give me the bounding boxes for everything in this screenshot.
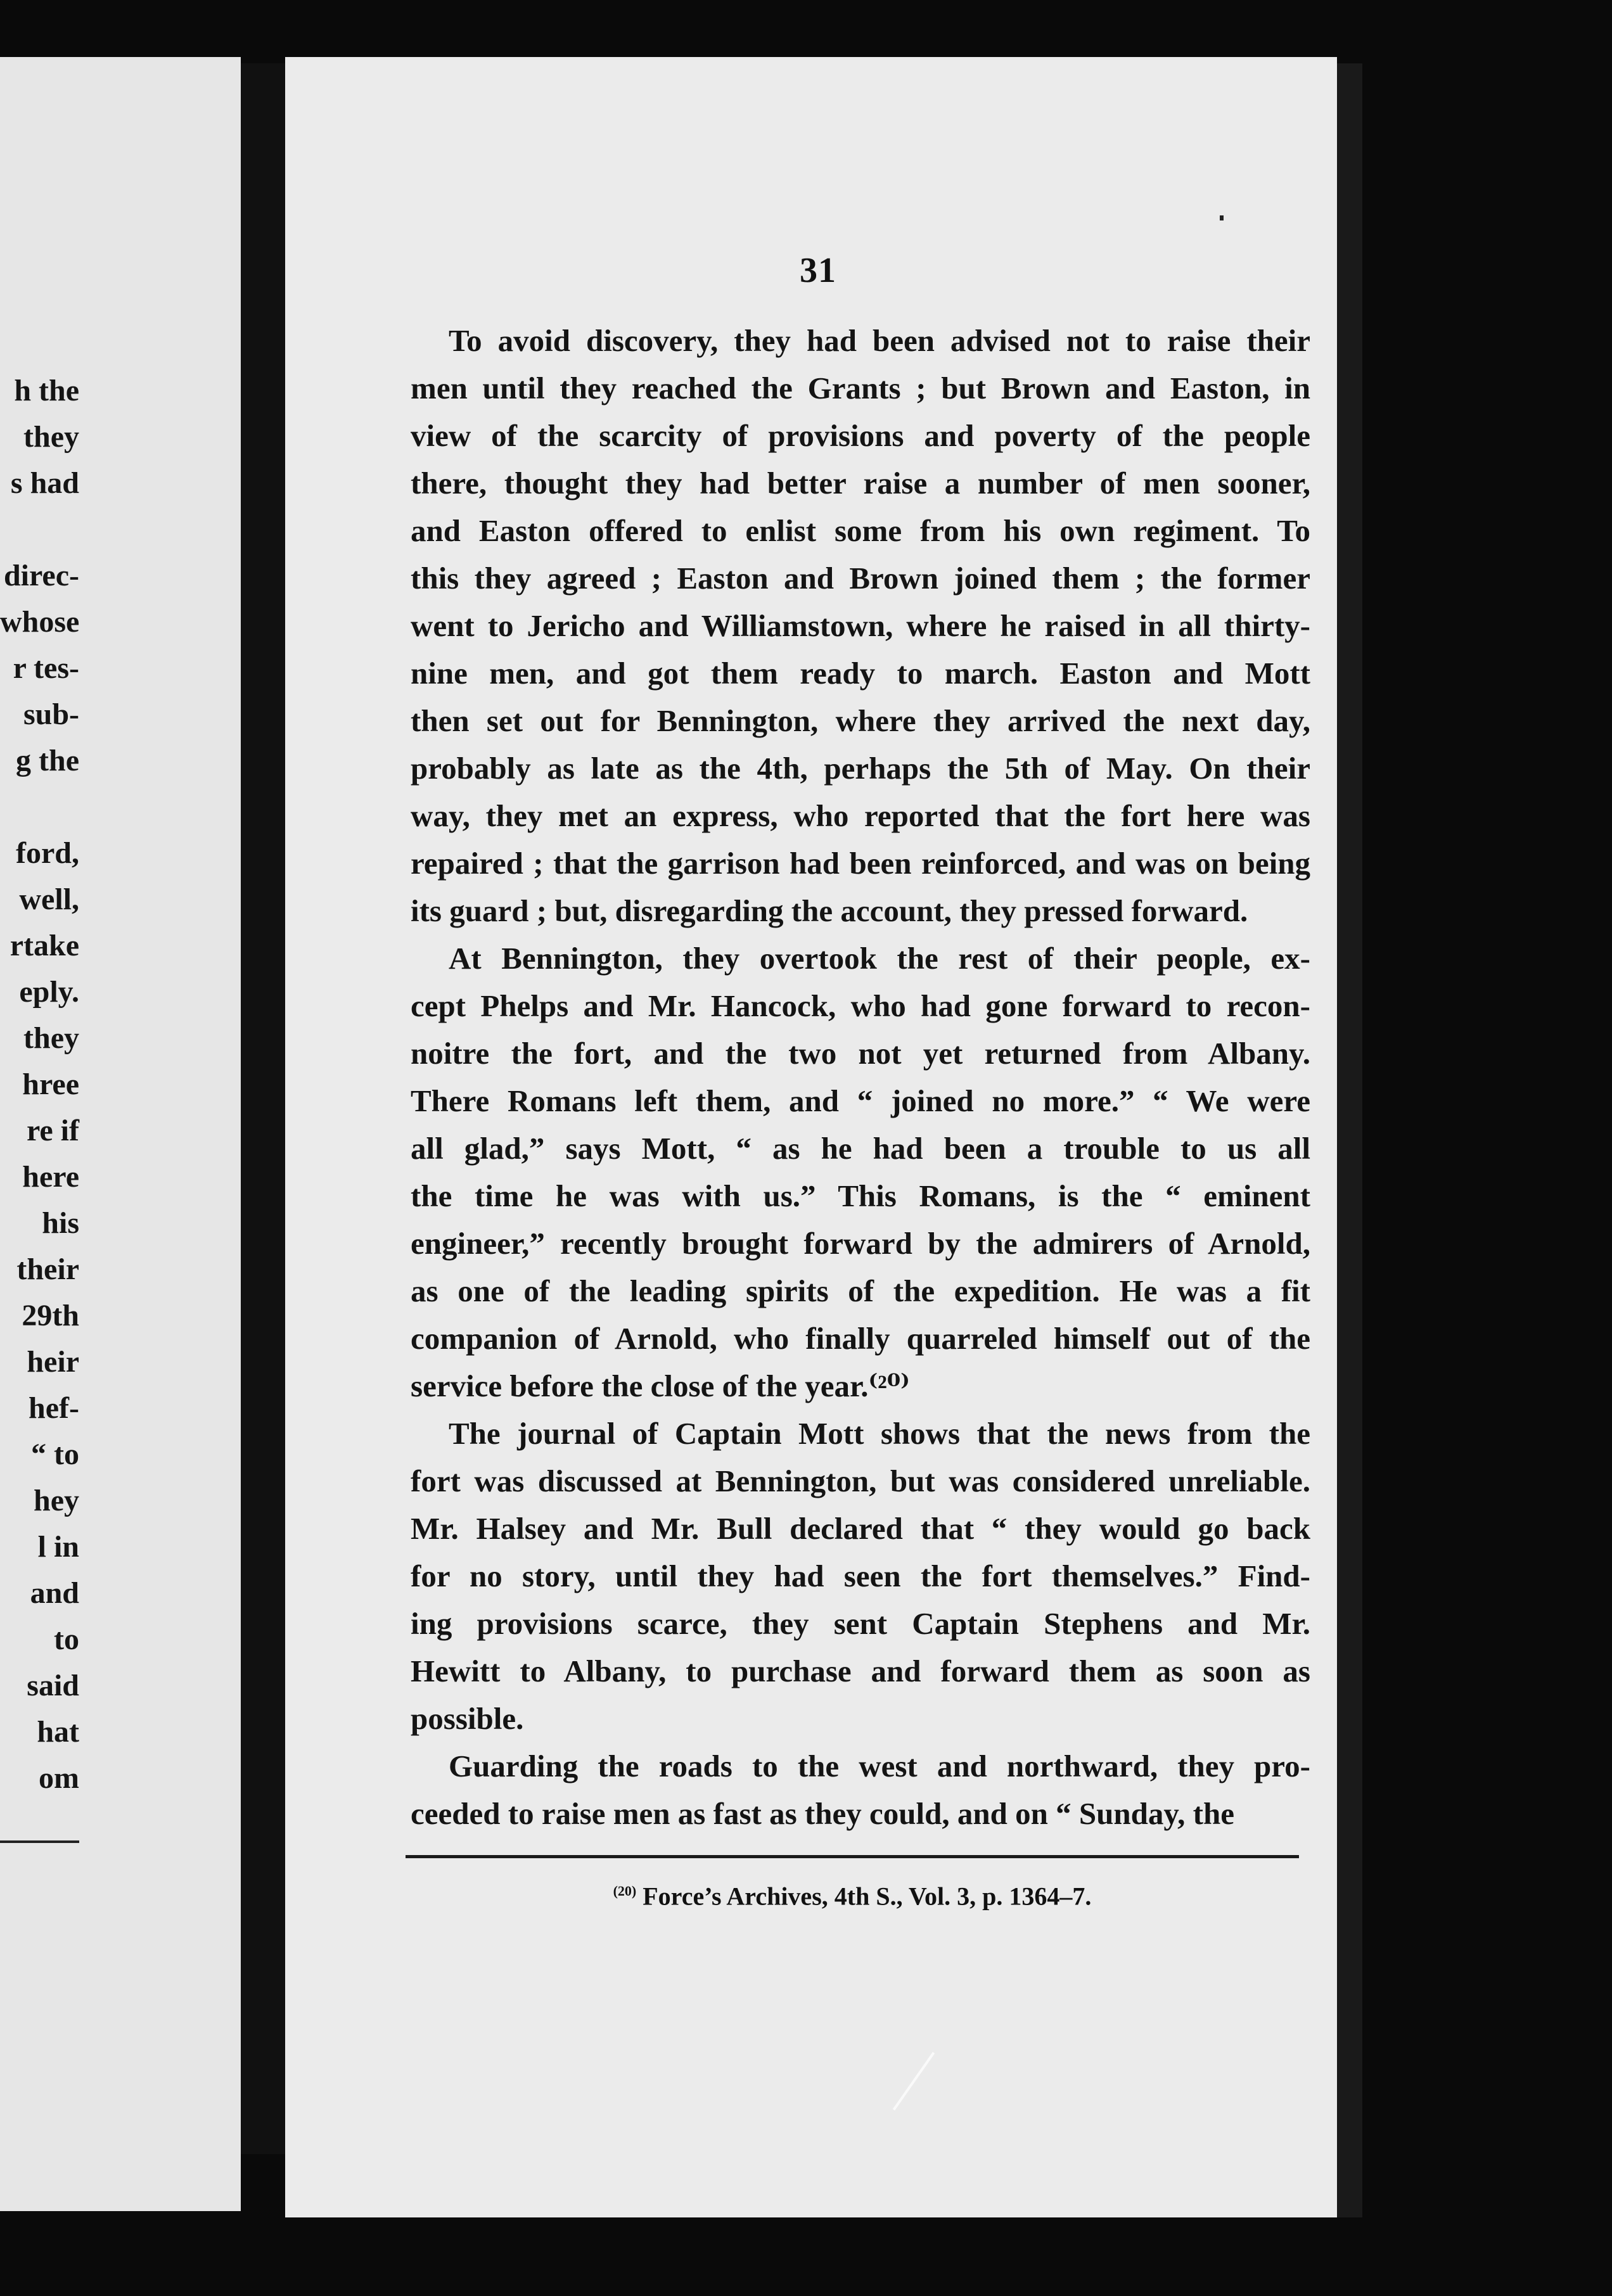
left-page-fragment: l in	[37, 1530, 79, 1564]
ink-speck	[1220, 215, 1224, 220]
text-line: the time he was with us.” This Romans, is the “ eminent	[411, 1178, 1310, 1213]
paragraph	[411, 1742, 1310, 1837]
footnote	[406, 1869, 1299, 1918]
text-line: At Bennington, they overtook the rest of their people, ex-	[449, 941, 1310, 976]
left-page-fragment: g the	[16, 744, 79, 777]
text-line: ceeded to raise men as fast as they could, and on “ Sunday, the	[411, 1796, 1234, 1831]
left-page-fragment: “ to	[31, 1438, 79, 1471]
text-line: probably as late as the 4th, perhaps the 5th of May. On their	[411, 751, 1310, 786]
left-page-fragment: re if	[26, 1114, 79, 1147]
text-line: all glad,” says Mott, “ as he had been a trouble to us all	[411, 1131, 1310, 1166]
left-page-fragment: his	[42, 1206, 79, 1240]
footnote-text: Force’s Archives, 4th S., Vol. 3, p. 1364–7.	[643, 1882, 1092, 1911]
text-line: nine men, and got them ready to march. Easton and Mott	[411, 656, 1310, 691]
left-page-fragment: 29th	[22, 1299, 79, 1332]
left-page-fragment: heir	[27, 1345, 79, 1379]
left-page-fragment: and	[30, 1576, 79, 1610]
left-page-footnote-rule	[0, 1840, 79, 1843]
page-number: 31	[800, 251, 836, 290]
left-page-fragment: here	[22, 1160, 79, 1194]
left-page-fragment: om	[39, 1761, 79, 1795]
paragraph	[411, 317, 1310, 934]
left-page-fragment: whose	[0, 605, 80, 639]
left-page-text-fragments	[0, 367, 241, 1801]
left-page-fragment: ford,	[16, 836, 79, 870]
paragraph	[411, 1410, 1310, 1742]
text-line: went to Jericho and Williamstown, where he raised in all thirty-	[411, 608, 1310, 643]
text-line: ing provisions scarce, they sent Captain Stephens and Mr.	[411, 1606, 1310, 1641]
left-page-fragment: hef-	[29, 1391, 79, 1425]
left-page-fragment	[0, 506, 241, 552]
text-line: this they agreed ; Easton and Brown joined them ; the former	[411, 561, 1310, 596]
text-line: repaired ; that the garrison had been reinforced, and was on being	[411, 846, 1310, 881]
text-line: Mr. Halsey and Mr. Bull declared that “ they would go back	[411, 1511, 1310, 1546]
text-line: men until they reached the Grants ; but Brown and Easton, in	[411, 371, 1310, 405]
left-page-fragment: hat	[37, 1715, 79, 1749]
left-page-fragment: their	[16, 1253, 79, 1286]
footnote-rule	[406, 1855, 1299, 1858]
text-line: possible.	[411, 1701, 524, 1736]
left-page-fragment: sub-	[23, 698, 79, 731]
left-page	[0, 57, 241, 2211]
text-line: view of the scarcity of provisions and poverty of the people	[411, 418, 1310, 453]
page-edge-shadow	[1337, 63, 1362, 2217]
text-line: then set out for Bennington, where they arrived the next day,	[411, 703, 1310, 738]
text-line: as one of the leading spirits of the expedition. He was a fit	[411, 1273, 1310, 1308]
body-text	[411, 317, 1310, 1837]
left-page-fragment: h the	[14, 374, 79, 407]
left-page-fragment: direc-	[3, 559, 79, 592]
text-line: cept Phelps and Mr. Hancock, who had gone forward to recon-	[411, 988, 1310, 1023]
text-line: noitre the fort, and the two not yet returned from Albany.	[411, 1036, 1310, 1071]
paragraph	[411, 934, 1310, 1410]
left-page-fragment: hey	[34, 1484, 79, 1517]
text-line: there, thought they had better raise a number of men sooner,	[411, 466, 1310, 501]
text-line: its guard ; but, disregarding the account, they pressed forward.	[411, 893, 1248, 928]
text-line: Hewitt to Albany, to purchase and forward them as soon as	[411, 1654, 1310, 1688]
left-page-fragment: they	[23, 1021, 79, 1055]
left-page-fragment: to	[54, 1623, 79, 1656]
text-line: way, they met an express, who reported that the fort here was	[411, 798, 1310, 833]
text-line: engineer,” recently brought forward by the admirers of Arnold,	[411, 1226, 1310, 1261]
text-line: To avoid discovery, they had been advised not to raise their	[449, 323, 1310, 358]
text-line: There Romans left them, and “ joined no more.” “ We were	[411, 1083, 1310, 1118]
left-page-fragment	[0, 784, 241, 830]
left-page-fragment: hree	[22, 1068, 79, 1101]
text-line: Guarding the roads to the west and northward, they pro-	[449, 1749, 1310, 1783]
text-line: The journal of Captain Mott shows that the news from the	[449, 1416, 1310, 1451]
text-line: and Easton offered to enlist some from his own regiment. To	[411, 513, 1310, 548]
footnote-marker: (20)	[613, 1883, 637, 1899]
left-page-fragment: said	[27, 1669, 79, 1702]
text-line: companion of Arnold, who finally quarreled himself out of the	[411, 1321, 1310, 1356]
left-page-fragment: r tes-	[13, 651, 79, 685]
text-line: fort was discussed at Bennington, but was considered unreliable.	[411, 1464, 1310, 1498]
book-spine	[241, 63, 285, 2154]
left-page-fragment: rtake	[10, 929, 79, 962]
left-page-fragment: s had	[10, 466, 79, 500]
text-line: service before the close of the year.⁽²⁰⁾	[411, 1368, 910, 1403]
text-line: for no story, until they had seen the fort themselves.” Find-	[411, 1559, 1310, 1593]
left-page-fragment: well,	[19, 883, 79, 916]
left-page-fragment: they	[23, 420, 79, 454]
left-page-fragment: eply.	[19, 975, 79, 1009]
